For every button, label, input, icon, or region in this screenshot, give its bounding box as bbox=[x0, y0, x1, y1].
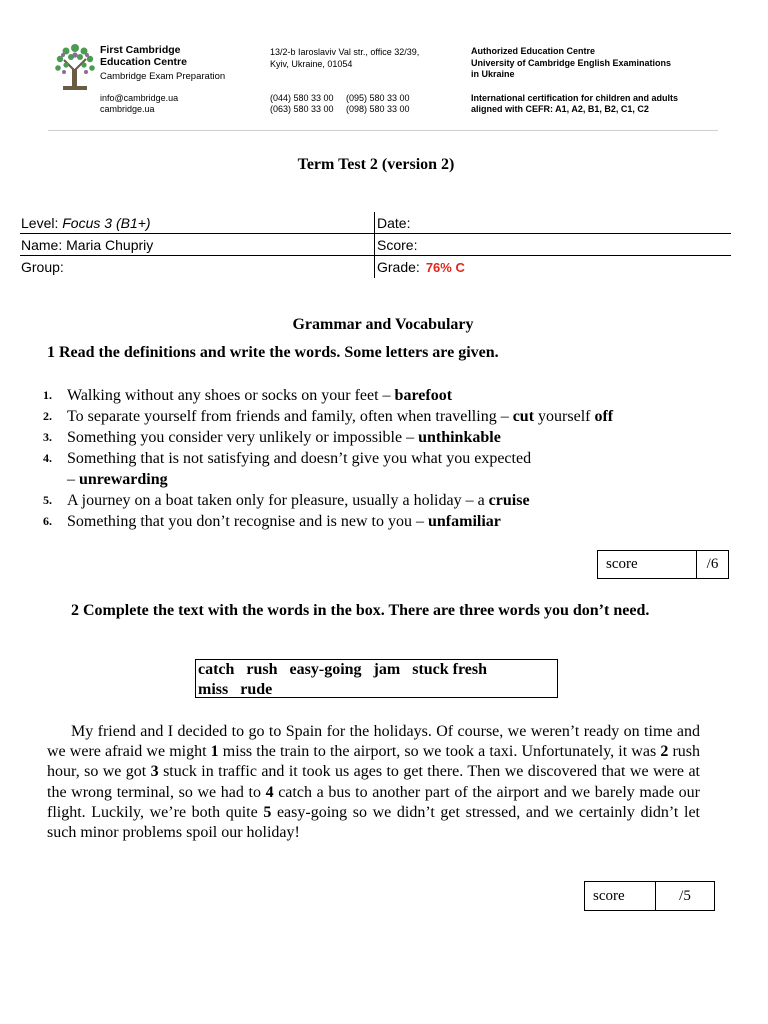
item-number: 1. bbox=[43, 388, 52, 402]
group-label: Group: bbox=[21, 259, 64, 275]
text-part: miss the train to the airport, so we took a taxi. Unfortunately, it was bbox=[218, 743, 661, 761]
address bbox=[270, 46, 419, 70]
phone-1: (044) 580 33 00 bbox=[270, 93, 334, 103]
address-line1: 13/2-b Iaroslaviv Val str., office 32/39, bbox=[270, 47, 420, 57]
question-2-instruction: 2 Complete the text with the words in the box. There are three words you don’t need. bbox=[71, 602, 650, 619]
text-part: easy-going so we didn’t get stressed, and we certainly didn’t let such minor problems spoil our holiday! bbox=[47, 803, 700, 842]
org-name-line2: Education Centre bbox=[100, 56, 187, 68]
student-info-table bbox=[20, 212, 731, 277]
score-label: Score: bbox=[377, 237, 418, 253]
definition-text: Something you consider very unlikely or impossible – bbox=[67, 429, 419, 446]
level-label: Level: bbox=[21, 215, 63, 231]
list-item bbox=[40, 427, 613, 448]
score-box-label: score bbox=[585, 882, 656, 910]
name-cell bbox=[21, 237, 153, 253]
gap-number: 5 bbox=[263, 803, 272, 821]
tree-logo-icon bbox=[52, 42, 98, 92]
grade-label: Grade: bbox=[377, 259, 420, 275]
definition-text: Something that is not satisfying and doesn’t give you what you expected bbox=[67, 450, 532, 467]
address-line2: Kyiv, Ukraine, 01054 bbox=[270, 59, 353, 69]
list-item bbox=[40, 448, 613, 490]
table-row-name bbox=[20, 234, 731, 256]
definition-text: To separate yourself from friends and family, often when travelling – bbox=[67, 408, 513, 425]
name-value: Maria Chupriy bbox=[66, 237, 154, 253]
text-part: My friend and I decided to go to Spain for the holidays. Of course, we weren’t ready on time and we were afraid we might bbox=[47, 723, 700, 761]
text-part: stuck in traffic and it took us ages to get there. Then we discovered that we were at the wrong terminal, so we had to bbox=[47, 763, 700, 801]
website-link[interactable]: cambridge.ua bbox=[100, 104, 155, 114]
answer: cruise bbox=[488, 492, 530, 509]
definition-text: Something that you don’t recognise and is new to you – bbox=[67, 513, 428, 530]
authorization-info bbox=[471, 46, 671, 81]
definition-text-mid: yourself bbox=[534, 408, 595, 425]
answer: barefoot bbox=[394, 387, 453, 404]
auth-line1: Authorized Education Centre bbox=[471, 46, 596, 56]
phone-2: (095) 580 33 00 bbox=[346, 93, 410, 103]
text-part: catch a bus to another part of the airport and we barely made our flight. Luckily, we’re both quite bbox=[47, 783, 701, 821]
page-title: Term Test 2 (version 2) bbox=[297, 156, 455, 173]
section-title: Grammar and Vocabulary bbox=[292, 316, 474, 333]
answer: unrewarding bbox=[79, 471, 168, 488]
word-box-line2: miss rude bbox=[198, 681, 273, 698]
cert-line1: International certification for children and adults bbox=[471, 93, 679, 103]
score-box-1 bbox=[597, 550, 729, 579]
gap-number: 1 bbox=[210, 743, 219, 761]
score-box-value: /6 bbox=[706, 556, 719, 572]
phone-numbers bbox=[270, 93, 422, 115]
word-box-line1: catch rush easy-going jam stuck fresh bbox=[198, 661, 488, 678]
auth-line2: University of Cambridge English Examinations bbox=[471, 57, 672, 68]
auth-line3: in Ukraine bbox=[471, 69, 515, 79]
definition-text: A journey on a boat taken only for pleasure, usually a holiday – a bbox=[67, 492, 489, 509]
level-value: Focus 3 (B1+) bbox=[62, 215, 151, 231]
item-number: 6. bbox=[43, 514, 52, 528]
contact-info bbox=[100, 93, 178, 115]
item-number: 2. bbox=[43, 409, 52, 423]
name-label: Name: bbox=[21, 237, 67, 253]
org-name bbox=[100, 44, 187, 68]
org-name-line1: First Cambridge bbox=[100, 44, 181, 56]
item-number: 4. bbox=[43, 451, 52, 465]
score-box-2 bbox=[584, 881, 715, 911]
email-link[interactable]: info@cambridge.ua bbox=[100, 93, 179, 103]
dash: – bbox=[67, 471, 79, 488]
grade-value: 76% C bbox=[425, 260, 465, 275]
answer: unthinkable bbox=[418, 429, 501, 446]
gap-number: 3 bbox=[150, 763, 159, 781]
question-1-instruction: 1 Read the definitions and write the words. Some letters are given. bbox=[47, 344, 499, 361]
cert-line2: aligned with CEFR: A1, A2, B1, B2, C1, C2 bbox=[471, 104, 649, 114]
word-box bbox=[195, 659, 558, 698]
table-row-level bbox=[20, 212, 731, 234]
text-part: rush hour, so we got bbox=[47, 743, 700, 781]
org-subtitle: Cambridge Exam Preparation bbox=[100, 71, 226, 82]
grade-cell bbox=[377, 259, 465, 275]
answer-part-2: off bbox=[594, 408, 614, 425]
list-item bbox=[40, 385, 613, 406]
item-number: 3. bbox=[43, 430, 52, 444]
score-box-value: /5 bbox=[679, 888, 691, 904]
definitions-list bbox=[40, 385, 613, 532]
gap-number: 4 bbox=[265, 783, 274, 801]
answer-part-1: cut bbox=[512, 408, 535, 425]
header-divider bbox=[48, 130, 718, 131]
list-item bbox=[40, 511, 613, 532]
definition-text: Walking without any shoes or socks on your feet – bbox=[67, 387, 395, 404]
list-item bbox=[40, 406, 613, 427]
level-cell bbox=[21, 215, 151, 231]
table-row-group bbox=[20, 256, 731, 277]
gap-fill-text bbox=[47, 722, 700, 843]
certification-info bbox=[471, 93, 678, 115]
date-label: Date: bbox=[377, 215, 411, 231]
gap-number: 2 bbox=[660, 743, 669, 761]
answer: unfamiliar bbox=[428, 513, 501, 530]
definition-continuation bbox=[67, 469, 613, 490]
score-box-label: score bbox=[598, 551, 697, 578]
item-number: 5. bbox=[43, 493, 52, 507]
phone-3: (063) 580 33 00 bbox=[270, 104, 334, 114]
phone-4: (098) 580 33 00 bbox=[346, 104, 410, 114]
list-item bbox=[40, 490, 613, 511]
